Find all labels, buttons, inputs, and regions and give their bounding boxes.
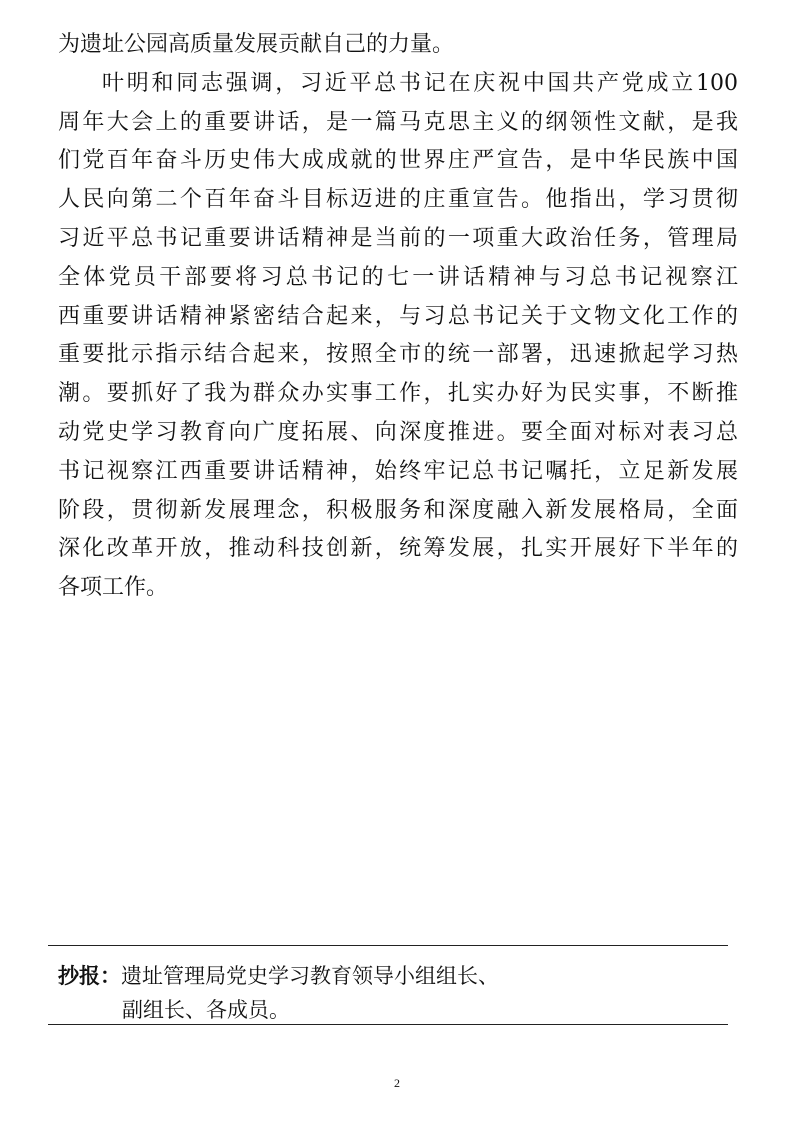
paragraph-line: 阶段，贯彻新发展理念，积极服务和深度融入新发展格局，全面 bbox=[58, 497, 738, 523]
paragraph-line: 重要批示指示结合起来，按照全市的统一部署，迅速掀起学习热 bbox=[58, 342, 738, 368]
paragraph-line: 书记视察江西重要讲话精神，始终牢记总书记嘱托，立足新发展 bbox=[58, 458, 738, 484]
paragraph-line: 习近平总书记重要讲话精神是当前的一项重大政治任务，管理局 bbox=[58, 225, 738, 251]
paragraph-line: 深化改革开放，推动科技创新，统筹发展，扎实开展好下半年的 bbox=[58, 536, 738, 562]
cc-label: 抄报： bbox=[58, 963, 121, 988]
paragraph-line: 西重要讲话精神紧密结合起来，与习总书记关于文物文化工作的 bbox=[58, 303, 738, 329]
cc-block bbox=[58, 958, 718, 1028]
body-text bbox=[58, 26, 738, 608]
page-number: 2 bbox=[394, 1076, 400, 1090]
paragraph-line: 为遗址公园高质量发展贡献自己的力量。 bbox=[58, 32, 455, 57]
paragraph-line: 周年大会上的重要讲话，是一篇马克思主义的纲领性文献，是我 bbox=[58, 109, 738, 135]
paragraph-line: 潮。要抓好了我为群众办实事工作，扎实办好为民实事，不断推 bbox=[58, 381, 738, 407]
paragraph-line: 全体党员干部要将习总书记的七一讲话精神与习总书记视察江 bbox=[58, 264, 738, 290]
cc-bottom-divider bbox=[48, 1024, 728, 1025]
cc-row-1 bbox=[58, 958, 718, 993]
paragraph-line: 人民向第二个百年奋斗目标迈进的庄重宣告。他指出，学习贯彻 bbox=[58, 187, 738, 213]
paragraph-line: 们党百年奋斗历史伟大成成就的世界庄严宣告，是中华民族中国 bbox=[58, 148, 738, 174]
paragraph-line: 各项工作。 bbox=[58, 575, 169, 601]
paragraph-line: 动党史学习教育向广度拓展、向深度推进。要全面对标对表习总 bbox=[58, 419, 738, 445]
cc-recipients-line-2: 副组长、各成员。 bbox=[122, 998, 290, 1022]
paragraph-line: 叶明和同志强调，习近平总书记在庆祝中国共产党成立100 bbox=[102, 70, 738, 96]
cc-top-divider bbox=[48, 945, 728, 946]
cc-recipients-line-1: 遗址管理局党史学习教育领导小组组长、 bbox=[121, 964, 499, 988]
